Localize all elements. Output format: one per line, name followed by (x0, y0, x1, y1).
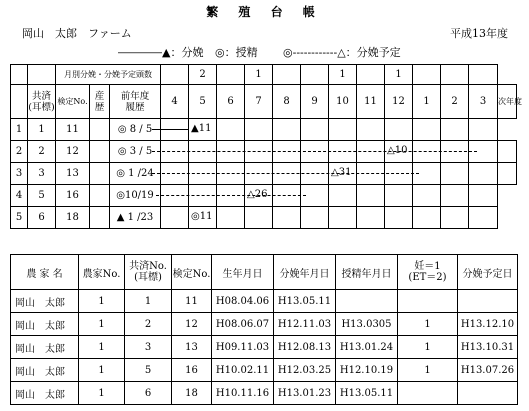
month-cell (413, 207, 441, 229)
kentei-no: 13 (56, 163, 90, 185)
sanreki (90, 163, 110, 185)
row-number: 3 (11, 163, 28, 185)
month-header: 9 (301, 85, 329, 119)
month-cell (189, 119, 217, 141)
calendar-row (11, 163, 517, 185)
farm-no-header: 農家No. (79, 255, 125, 290)
month-cell (217, 207, 245, 229)
row-number: 1 (11, 119, 28, 141)
kyosai-no: 5 (28, 185, 56, 207)
sanreki (90, 141, 110, 163)
birth-date: H10.11.16 (212, 382, 274, 405)
blank-cell (28, 65, 56, 85)
kyosai-no: 3 (125, 336, 172, 359)
monthly-count-row (11, 65, 517, 85)
month-cell (245, 207, 273, 229)
insemination-date: H13.01.24 (336, 336, 398, 359)
monthly-count (273, 65, 301, 85)
due-date: H13.10.31 (458, 336, 518, 359)
monthly-count: 1 (385, 65, 413, 85)
prev-year-record: ◎10/19 (116, 190, 154, 201)
month-cell (498, 163, 517, 185)
month-cell (273, 119, 301, 141)
month-header: 1 (413, 85, 441, 119)
legend-insemination: ◎：授精 (215, 46, 258, 59)
month-cell (161, 207, 189, 229)
birth-date: H09.11.03 (212, 336, 274, 359)
month-cell (217, 119, 245, 141)
month-cell (385, 207, 413, 229)
month-header: 2 (441, 85, 469, 119)
month-cell (329, 163, 357, 185)
legend-birth: ――――▲：分娩 (118, 46, 204, 59)
farm-no: 1 (79, 359, 125, 382)
monthly-count: 1 (329, 65, 357, 85)
monthly-count (217, 65, 245, 85)
month-cell (189, 207, 217, 229)
farmer-header: 農 家 名 (11, 255, 79, 290)
kyosai-header: 共済No. (耳標) (125, 255, 172, 290)
records-row (11, 359, 518, 382)
records-row (11, 382, 518, 405)
farm-no: 1 (79, 336, 125, 359)
insemination-date: H13.05.11 (336, 382, 398, 405)
month-cell (301, 119, 329, 141)
farm-no: 1 (79, 290, 125, 313)
prev-year-cell (110, 185, 161, 207)
row-number: 4 (11, 185, 28, 207)
kentei-no: 18 (56, 207, 90, 229)
month-cell (273, 207, 301, 229)
calendar-row (11, 207, 517, 229)
insemination-date (336, 290, 398, 313)
month-header: 次年度 (498, 85, 517, 119)
month-cell (301, 207, 329, 229)
month-header: 8 (273, 85, 301, 119)
row-number: 2 (11, 141, 28, 163)
kyosai-no: 6 (28, 207, 56, 229)
month-header: 11 (357, 85, 385, 119)
kyosai-no: 2 (28, 141, 56, 163)
planned-mark: △10 (387, 145, 408, 156)
monthly-count (441, 65, 469, 85)
row-number: 5 (11, 207, 28, 229)
records-row (11, 290, 518, 313)
birth-mark: ▲11 (191, 123, 212, 134)
kentei-no: 12 (172, 313, 212, 336)
kyosai-no: 2 (125, 313, 172, 336)
kentei-header: 検定No. (56, 85, 90, 119)
prev-year-record: ◎ 3 / 5 (117, 146, 153, 157)
farmer-name: 岡山 太郎 ファーム (22, 27, 132, 40)
due-date (458, 382, 518, 405)
insemination-date-header: 授精年月日 (336, 255, 398, 290)
month-cell (329, 119, 357, 141)
month-cell (441, 119, 469, 141)
kyosai-no: 1 (28, 119, 56, 141)
kentei-no: 13 (172, 336, 212, 359)
farmer-name: 岡山 太郎 (11, 382, 79, 405)
prev-year-record: ◎ 8 / 5 (117, 124, 153, 135)
month-cell (498, 141, 517, 163)
farm-no: 1 (79, 313, 125, 336)
sanreki (90, 207, 110, 229)
kentei-no: 16 (172, 359, 212, 382)
month-cell (385, 185, 413, 207)
month-cell (329, 207, 357, 229)
pregnancy: 1 (398, 359, 458, 382)
monthly-count (469, 65, 498, 85)
monthly-count (161, 65, 189, 85)
kentei-no: 11 (172, 290, 212, 313)
calving-date: H12.08.13 (274, 336, 336, 359)
kentei-header: 検定No. (172, 255, 212, 290)
kyosai-header: 共済 (耳標) (28, 85, 56, 119)
birth-date-header: 生年月日 (212, 255, 274, 290)
month-cell (441, 163, 469, 185)
month-cell (245, 185, 273, 207)
month-header: 6 (217, 85, 245, 119)
month-cell (469, 185, 498, 207)
month-cell (413, 185, 441, 207)
monthly-count (357, 65, 385, 85)
calving-date: H12.11.03 (274, 313, 336, 336)
calving-date-header: 分娩年月日 (274, 255, 336, 290)
kentei-no: 16 (56, 185, 90, 207)
month-header: 10 (329, 85, 357, 119)
insemination-date: H13.0305 (336, 313, 398, 336)
farmer-name: 岡山 太郎 (11, 359, 79, 382)
due-date: H13.07.26 (458, 359, 518, 382)
due-date-header: 分娩予定日 (458, 255, 518, 290)
planned-mark: △26 (247, 189, 268, 200)
month-cell (245, 119, 273, 141)
prev-year-record: ▲ 1 /23 (110, 207, 161, 229)
kentei-no: 12 (56, 141, 90, 163)
month-cell (357, 207, 385, 229)
breeding-calendar-table (10, 64, 523, 229)
month-cell (469, 119, 498, 141)
kyosai-no: 3 (28, 163, 56, 185)
pregnancy: 1 (398, 313, 458, 336)
month-cell (441, 185, 469, 207)
fiscal-year: 平成13年度 (450, 27, 508, 40)
monthly-count: 2 (189, 65, 217, 85)
kyosai-no: 6 (125, 382, 172, 405)
calving-date: H13.05.11 (274, 290, 336, 313)
blank-cell (11, 85, 28, 119)
blank-cell (11, 65, 28, 85)
birth-date: H08.06.07 (212, 313, 274, 336)
pregnancy: 1 (398, 336, 458, 359)
sanreki (90, 119, 110, 141)
calendar-row (11, 141, 517, 163)
sanreki (90, 185, 110, 207)
farmer-name: 岡山 太郎 (11, 313, 79, 336)
birth-date: H08.04.06 (212, 290, 274, 313)
records-header-row (11, 255, 518, 290)
records-row (11, 336, 518, 359)
monthly-count-label: 月別分娩・分娩予定頭数 (56, 65, 161, 85)
kentei-no: 11 (56, 119, 90, 141)
calendar-header-row (11, 85, 517, 119)
calendar-row (11, 185, 517, 207)
records-row (11, 313, 518, 336)
due-date (458, 290, 518, 313)
month-cell (413, 119, 441, 141)
month-cell (329, 185, 357, 207)
prev-year-cell (110, 119, 161, 141)
farmer-name: 岡山 太郎 (11, 336, 79, 359)
monthly-count: 1 (245, 65, 273, 85)
month-header: 12 (385, 85, 413, 119)
farm-no: 1 (79, 382, 125, 405)
kentei-no: 18 (172, 382, 212, 405)
month-cell (357, 119, 385, 141)
month-header: 3 (469, 85, 498, 119)
calendar-row (11, 119, 517, 141)
month-header: 4 (161, 85, 189, 119)
page-title: 繁 殖 台 帳 (206, 5, 323, 19)
kyosai-no: 5 (125, 359, 172, 382)
insemination-mark: ◎11 (191, 211, 213, 222)
birth-date: H10.02.11 (212, 359, 274, 382)
sanreki-header: 産 歴 (90, 85, 110, 119)
pregnancy (398, 290, 458, 313)
kyosai-no: 1 (125, 290, 172, 313)
monthly-count (301, 65, 329, 85)
month-cell (441, 207, 469, 229)
pregnancy (398, 382, 458, 405)
legend-planned: ◎------------△：分娩予定 (283, 46, 401, 59)
month-cell (385, 141, 413, 163)
month-header: 5 (189, 85, 217, 119)
prev-year-header: 前年度 履歴 (110, 85, 161, 119)
prev-year-record: ◎ 1 /24 (116, 168, 154, 179)
month-cell (469, 163, 498, 185)
monthly-count (413, 65, 441, 85)
prev-year-cell (110, 141, 161, 163)
month-cell (385, 119, 413, 141)
prev-year-cell (110, 163, 161, 185)
month-cell (357, 185, 385, 207)
due-date: H13.12.10 (458, 313, 518, 336)
calving-date: H13.01.23 (274, 382, 336, 405)
insemination-date: H12.10.19 (336, 359, 398, 382)
month-header: 7 (245, 85, 273, 119)
breeding-records-table (10, 254, 518, 405)
calving-date: H12.03.25 (274, 359, 336, 382)
pregnancy-header: 妊＝1 (ET＝2) (398, 255, 458, 290)
planned-mark: △31 (331, 167, 352, 178)
month-cell (469, 207, 498, 229)
farmer-name: 岡山 太郎 (11, 290, 79, 313)
